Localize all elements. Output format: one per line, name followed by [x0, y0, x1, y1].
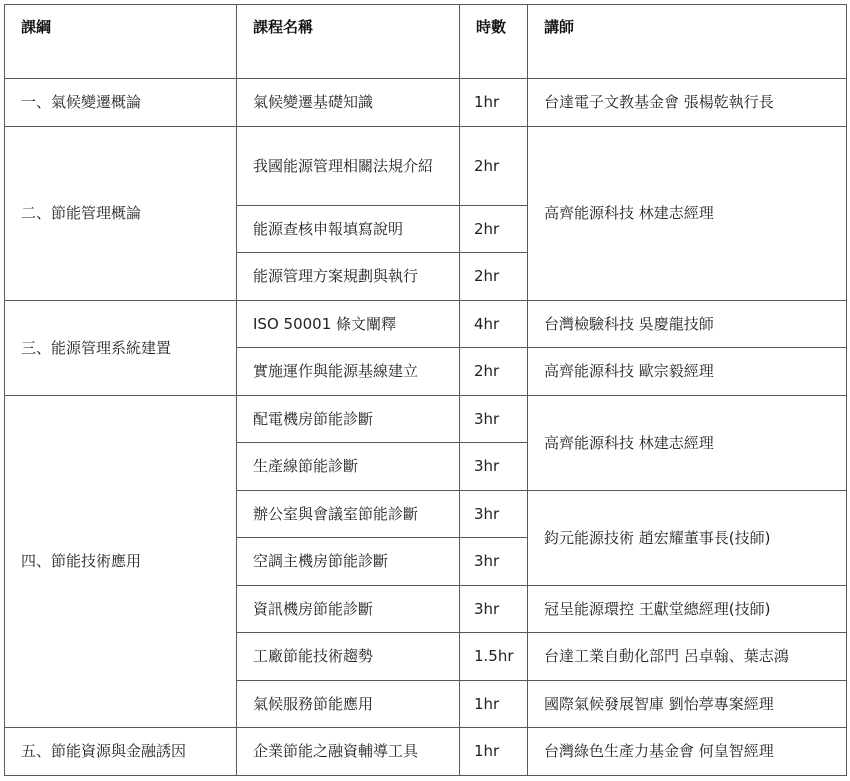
section-title: 三、能源管理系統建置	[5, 300, 237, 395]
course-hours: 1hr	[460, 680, 528, 728]
course-hours: 1.5hr	[460, 633, 528, 681]
table-row	[5, 395, 847, 443]
course-name: 生產線節能診斷	[237, 443, 460, 491]
course-name: 空調主機房節能診斷	[237, 538, 460, 586]
course-hours: 1hr	[460, 79, 528, 127]
course-name: ISO 50001 條文闡釋	[237, 300, 460, 348]
header-row	[5, 5, 847, 79]
course-name: 企業節能之融資輔導工具	[237, 728, 460, 776]
section-title: 二、節能管理概論	[5, 126, 237, 300]
course-name: 氣候變遷基礎知識	[237, 79, 460, 127]
course-hours: 2hr	[460, 205, 528, 253]
course-hours: 3hr	[460, 538, 528, 586]
course-hours: 1hr	[460, 728, 528, 776]
course-name: 資訊機房節能診斷	[237, 585, 460, 633]
instructor-name: 高齊能源科技 林建志經理	[528, 395, 847, 490]
course-hours: 3hr	[460, 395, 528, 443]
instructor-name: 台灣綠色生產力基金會 何皇智經理	[528, 728, 847, 776]
course-name: 辦公室與會議室節能診斷	[237, 490, 460, 538]
course-hours: 4hr	[460, 300, 528, 348]
instructor-name: 國際氣候發展智庫 劉怡葶專案經理	[528, 680, 847, 728]
instructor-name: 冠呈能源環控 王獻堂總經理(技師)	[528, 585, 847, 633]
course-hours: 3hr	[460, 490, 528, 538]
header-instructor: 講師	[528, 5, 847, 79]
course-hours: 2hr	[460, 126, 528, 205]
curriculum-table	[4, 4, 847, 776]
instructor-name: 高齊能源科技 歐宗毅經理	[528, 348, 847, 396]
header-outline: 課綱	[5, 5, 237, 79]
course-name: 能源管理方案規劃與執行	[237, 253, 460, 301]
table-row	[5, 79, 847, 127]
course-name: 工廠節能技術趨勢	[237, 633, 460, 681]
course-hours: 3hr	[460, 443, 528, 491]
instructor-name: 鈞元能源技術 趙宏耀董事長(技師)	[528, 490, 847, 585]
table-row	[5, 126, 847, 205]
instructor-name: 台達電子文教基金會 張楊乾執行長	[528, 79, 847, 127]
table-row	[5, 300, 847, 348]
course-name: 實施運作與能源基線建立	[237, 348, 460, 396]
table-row	[5, 728, 847, 776]
instructor-name: 高齊能源科技 林建志經理	[528, 126, 847, 300]
header-course: 課程名稱	[237, 5, 460, 79]
section-title: 五、節能資源與金融誘因	[5, 728, 237, 776]
instructor-name: 台達工業自動化部門 呂卓翰、葉志鴻	[528, 633, 847, 681]
section-title: 一、氣候變遷概論	[5, 79, 237, 127]
course-hours: 2hr	[460, 253, 528, 301]
course-name: 我國能源管理相關法規介紹	[237, 126, 460, 205]
course-hours: 2hr	[460, 348, 528, 396]
header-hours: 時數	[460, 5, 528, 79]
section-title: 四、節能技術應用	[5, 395, 237, 728]
course-name: 氣候服務節能應用	[237, 680, 460, 728]
instructor-name: 台灣檢驗科技 吳慶龍技師	[528, 300, 847, 348]
course-name: 能源查核申報填寫說明	[237, 205, 460, 253]
course-name: 配電機房節能診斷	[237, 395, 460, 443]
course-hours: 3hr	[460, 585, 528, 633]
